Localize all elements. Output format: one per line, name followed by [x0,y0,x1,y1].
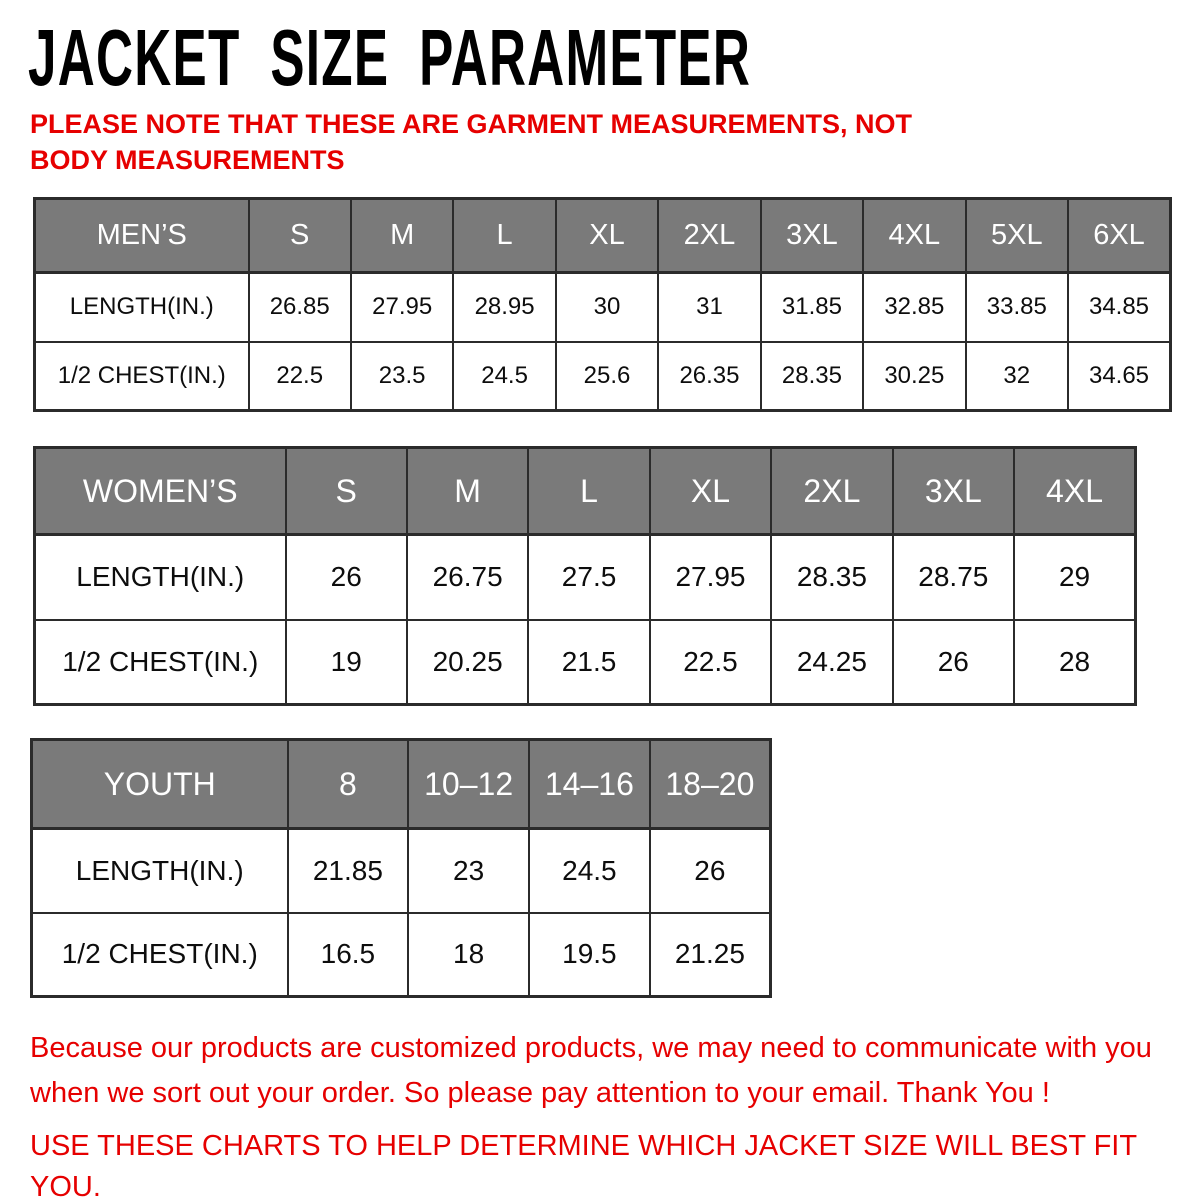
measurement-value: 25.6 [556,342,658,411]
size-table-youth [30,738,772,998]
footer-note-customized: Because our products are customized products, we may need to communicate with you when we sort out your order. So please pay attention to your email. Thank You ! [30,1032,1152,1109]
measurement-value: 33.85 [966,273,1068,342]
size-column-header: 2XL [658,199,760,273]
measurement-value: 26.75 [407,535,528,620]
size-header-row [35,448,1136,535]
measurement-value: 23 [408,829,529,913]
measurement-row-label: 1/2 CHEST(IN.) [35,620,286,705]
size-column-header: 2XL [771,448,892,535]
size-table-womens [33,446,1137,706]
measurement-value: 26 [893,620,1014,705]
size-column-header: M [407,448,528,535]
measurement-value: 21.85 [288,829,409,913]
measurement-value: 32.85 [863,273,965,342]
measurement-value: 26.35 [658,342,760,411]
size-column-header: S [249,199,351,273]
footer-note-use-charts: USE THESE CHARTS TO HELP DETERMINE WHICH JACKET SIZE WILL BEST FIT YOU. [30,1130,1137,1200]
measurement-value: 21.25 [650,913,771,997]
measurement-row [32,829,771,913]
measurement-row [35,535,1136,620]
size-header-row [32,740,771,829]
size-column-header: L [453,199,555,273]
measurement-value: 24.5 [529,829,650,913]
measurement-value: 30.25 [863,342,965,411]
measurement-value: 24.5 [453,342,555,411]
size-column-header: XL [650,448,771,535]
measurement-value: 26 [286,535,407,620]
measurement-row-label: LENGTH(IN.) [35,273,249,342]
measurement-value: 22.5 [249,342,351,411]
measurement-value: 16.5 [288,913,409,997]
measurement-value: 29 [1014,535,1135,620]
size-column-header: 18–20 [650,740,771,829]
measurement-value: 31 [658,273,760,342]
table-category-label-womens: WOMEN’S [35,448,286,535]
measurement-value: 23.5 [351,342,453,411]
measurement-value: 21.5 [528,620,649,705]
page-title: JACKET SIZE PARAMETER [28,13,752,102]
measurement-value: 28 [1014,620,1135,705]
measurement-value: 22.5 [650,620,771,705]
measurement-value: 34.65 [1068,342,1171,411]
size-column-header: 14–16 [529,740,650,829]
measurement-value: 31.85 [761,273,863,342]
measurement-row [35,273,1171,342]
size-column-header: 3XL [761,199,863,273]
measurement-row [35,342,1171,411]
measurement-row-label: LENGTH(IN.) [35,535,286,620]
measurement-value: 32 [966,342,1068,411]
measurement-row-label: 1/2 CHEST(IN.) [32,913,288,997]
size-column-header: M [351,199,453,273]
measurement-row [35,620,1136,705]
measurement-value: 34.85 [1068,273,1171,342]
measurement-value: 24.25 [771,620,892,705]
measurement-value: 27.95 [650,535,771,620]
size-column-header: L [528,448,649,535]
measurement-value: 19.5 [529,913,650,997]
size-table-mens [33,197,1172,412]
size-column-header: XL [556,199,658,273]
measurement-value: 28.95 [453,273,555,342]
measurement-value: 18 [408,913,529,997]
size-column-header: 4XL [863,199,965,273]
measurement-value: 27.95 [351,273,453,342]
table-category-label-mens: MEN’S [35,199,249,273]
measurement-value: 30 [556,273,658,342]
measurement-value: 28.35 [771,535,892,620]
measurement-value: 26.85 [249,273,351,342]
measurement-row-label: 1/2 CHEST(IN.) [35,342,249,411]
measurement-value: 28.75 [893,535,1014,620]
size-column-header: 5XL [966,199,1068,273]
measurement-row-label: LENGTH(IN.) [32,829,288,913]
size-column-header: S [286,448,407,535]
size-column-header: 4XL [1014,448,1135,535]
measurement-value: 27.5 [528,535,649,620]
size-column-header: 8 [288,740,409,829]
measurement-row [32,913,771,997]
size-column-header: 3XL [893,448,1014,535]
measurement-value: 28.35 [761,342,863,411]
garment-note: PLEASE NOTE THAT THESE ARE GARMENT MEASUREMENTS, NOT BODY MEASUREMENTS [30,109,913,176]
size-column-header: 6XL [1068,199,1171,273]
measurement-value: 19 [286,620,407,705]
size-column-header: 10–12 [408,740,529,829]
measurement-value: 20.25 [407,620,528,705]
measurement-value: 26 [650,829,771,913]
size-header-row [35,199,1171,273]
table-category-label-youth: YOUTH [32,740,288,829]
